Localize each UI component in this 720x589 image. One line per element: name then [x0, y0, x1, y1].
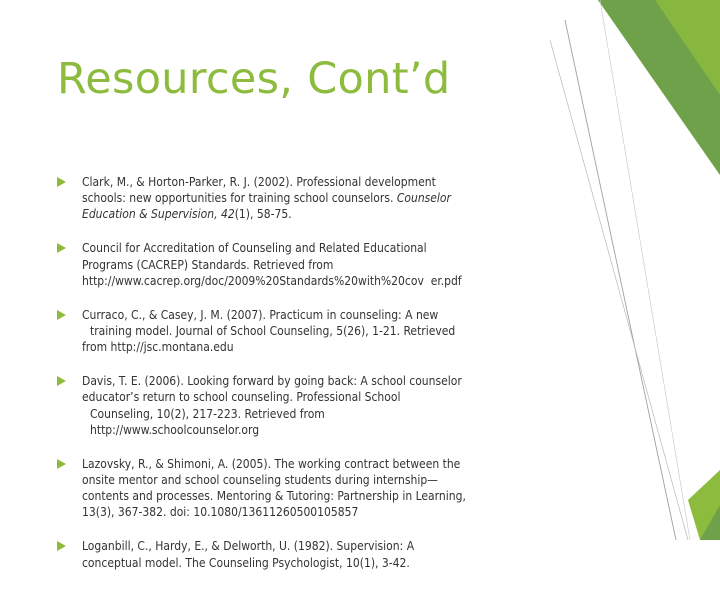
triangle-bullet-icon: [57, 243, 66, 253]
triangle-bullet-icon: [57, 310, 66, 320]
deco-line: [565, 20, 676, 540]
reference-item: Davis, T. E. (2006). Looking forward by going back: A school counselor educator’s return to school counseling. Professional School Counseling, 10(2), 217-223. Retrieved from http://www.schoolcounselor.org: [57, 373, 547, 438]
reference-item: Lazovsky, R., & Shimoni, A. (2005). The working contract between the onsite mentor and school counseling students during internship— contents and processes. Mentoring & Tutoring: Partnership in Learning, 13(3), 367-382. doi: 10.1080/13611260500105857: [57, 456, 547, 521]
reference-link[interactable]: from http://jsc.montana.edu: [82, 340, 234, 355]
reference-item: Clark, M., & Horton-Parker, R. J. (2002). Professional development schools: new opportunities for training school counselors. Counselor Education & Supervision, 42(1), 58-75.: [57, 174, 547, 223]
slide-title: Resources, Cont’d: [57, 54, 451, 104]
reference-list: [57, 174, 547, 589]
triangle-bullet-icon: [57, 177, 66, 187]
reference-item: Loganbill, C., Hardy, E., & Delworth, U. (1982). Supervision: A conceptual model. The Counseling Psychologist, 10(1), 3-42.: [57, 538, 547, 570]
reference-link[interactable]: http://www.cacrep.org/doc/2009%20Standards%20with%20cov er.pdf: [82, 273, 462, 288]
reference-link[interactable]: http://www.schoolcounselor.org: [90, 422, 260, 437]
triangle-bullet-icon: [57, 459, 66, 469]
triangle-bullet-icon: [57, 541, 66, 551]
reference-item: Council for Accreditation of Counseling and Related Educational Programs (CACREP) Standards. Retrieved from http://www.cacrep.org/doc/2009%20Standards%20with%20cov er.pdf: [57, 240, 547, 289]
reference-item: Curraco, C., & Casey, J. M. (2007). Practicum in counseling: A new training model. Journal of School Counseling, 5(26), 1-21. Retrieved from http://jsc.montana.edu: [57, 307, 547, 356]
triangle-bullet-icon: [57, 376, 66, 386]
